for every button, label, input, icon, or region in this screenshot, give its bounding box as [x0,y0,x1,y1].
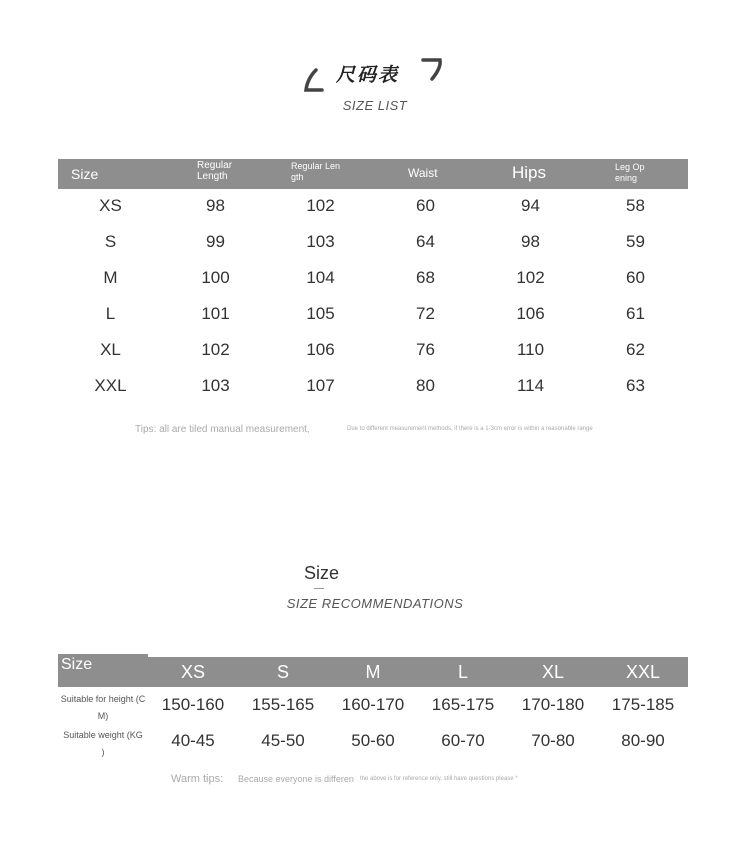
warm-tips-label: Warm tips: [171,773,224,785]
row-label-line: Suitable weight (KG [63,730,143,740]
cell-weight-xs: 40-45 [171,731,215,750]
left-brace-decoration [302,68,324,94]
cell-hips: 114 [516,376,545,395]
cell-regular-length-2: 102 [306,196,335,215]
cell-regular-length: 103 [201,376,230,395]
header-size-label: Size [61,656,93,673]
table-row [58,188,688,224]
cell-hips: 102 [516,268,545,287]
cell-regular-length: 100 [201,268,230,287]
cell-regular-length: 102 [201,340,230,359]
cell-regular-length-2: 105 [306,304,335,323]
cell-regular-length: 101 [201,304,230,323]
header-size-xl: XL [541,662,565,682]
table-row [58,332,688,368]
cell-hips: 110 [516,340,545,359]
header-size-xxl: XXL [625,662,661,682]
cell-hips: 94 [521,196,540,215]
size-list-header-row [58,159,688,189]
cell-leg-opening: 58 [626,196,645,215]
header-leg-opening: Leg Op ening [615,162,645,183]
cell-leg-opening: 59 [626,232,645,251]
cell-weight-xl: 70-80 [531,731,575,750]
header-size-l: L [457,662,468,682]
warm-tips-text: Because everyone is differen [238,774,354,784]
cell-weight-xxl: 80-90 [621,731,665,750]
header-size-s: S [276,662,289,682]
cell-waist: 76 [416,340,435,359]
row-label-line: M) [97,711,109,721]
table-row [58,224,688,260]
cell-height-s: 155-165 [251,695,315,714]
title-underline [314,588,324,589]
cell-regular-length: 98 [206,196,225,215]
measurement-tip: Tips: all are tiled manual measurement, [135,424,310,435]
cell-waist: 68 [416,268,435,287]
cell-size: XXL [94,376,127,395]
cell-height-l: 165-175 [431,695,495,714]
cell-leg-opening: 62 [626,340,645,359]
header-corner [58,654,148,681]
cell-regular-length: 99 [206,232,225,251]
cell-leg-opening: 63 [626,376,645,395]
cell-regular-length-2: 104 [306,268,335,287]
size-list-subtitle: SIZE LIST [342,98,408,113]
table-row [58,260,688,296]
cell-height-m: 160-170 [341,695,405,714]
right-brace-decoration [420,56,446,82]
size-chart-title: 尺码表 [336,64,400,86]
cell-leg-opening: 61 [626,304,645,323]
row-label-weight [58,727,148,761]
header-regular-length: Regular Length [197,160,233,182]
measurement-tip-small: Due to different measurement methods, if there is a 1-3cm error is within a reasonable range [347,426,593,432]
table-row [58,368,688,404]
recommendation-header-row [58,657,688,687]
warm-tips-small: the above is for reference only, still have questions please * [360,776,518,782]
cell-weight-l: 60-70 [441,731,485,750]
cell-height-xxl: 175-185 [611,695,675,714]
row-label-line: ) [101,747,105,757]
table-row-height [58,687,688,723]
cell-hips: 106 [516,304,545,323]
row-label-height [58,691,148,725]
recommendation-subtitle: SIZE RECOMMENDATIONS [286,596,464,611]
cell-size: XL [100,340,121,359]
cell-leg-opening: 60 [626,268,645,287]
cell-regular-length-2: 107 [306,376,335,395]
cell-waist: 60 [416,196,435,215]
cell-waist: 80 [416,376,435,395]
row-label-line: Suitable for height (C [60,694,146,704]
header-size: Size [71,166,99,182]
table-row-weight [58,723,688,759]
cell-height-xl: 170-180 [521,695,585,714]
cell-weight-s: 45-50 [261,731,305,750]
cell-regular-length-2: 103 [306,232,335,251]
recommendation-title: Size [304,563,340,583]
cell-weight-m: 50-60 [351,731,395,750]
cell-size: S [104,232,117,251]
header-size-xs: XS [180,662,205,682]
cell-height-xs: 150-160 [161,695,225,714]
cell-regular-length-2: 106 [306,340,335,359]
cell-waist: 72 [416,304,435,323]
cell-size: L [105,304,116,323]
header-regular-length-2: Regular Len gth [291,161,341,182]
table-row [58,296,688,332]
cell-hips: 98 [521,232,540,251]
header-waist: Waist [408,166,438,180]
cell-size: XS [99,196,122,215]
cell-size: M [103,268,118,287]
header-size-m: M [365,662,381,682]
header-hips: Hips [512,163,547,182]
cell-waist: 64 [416,232,435,251]
